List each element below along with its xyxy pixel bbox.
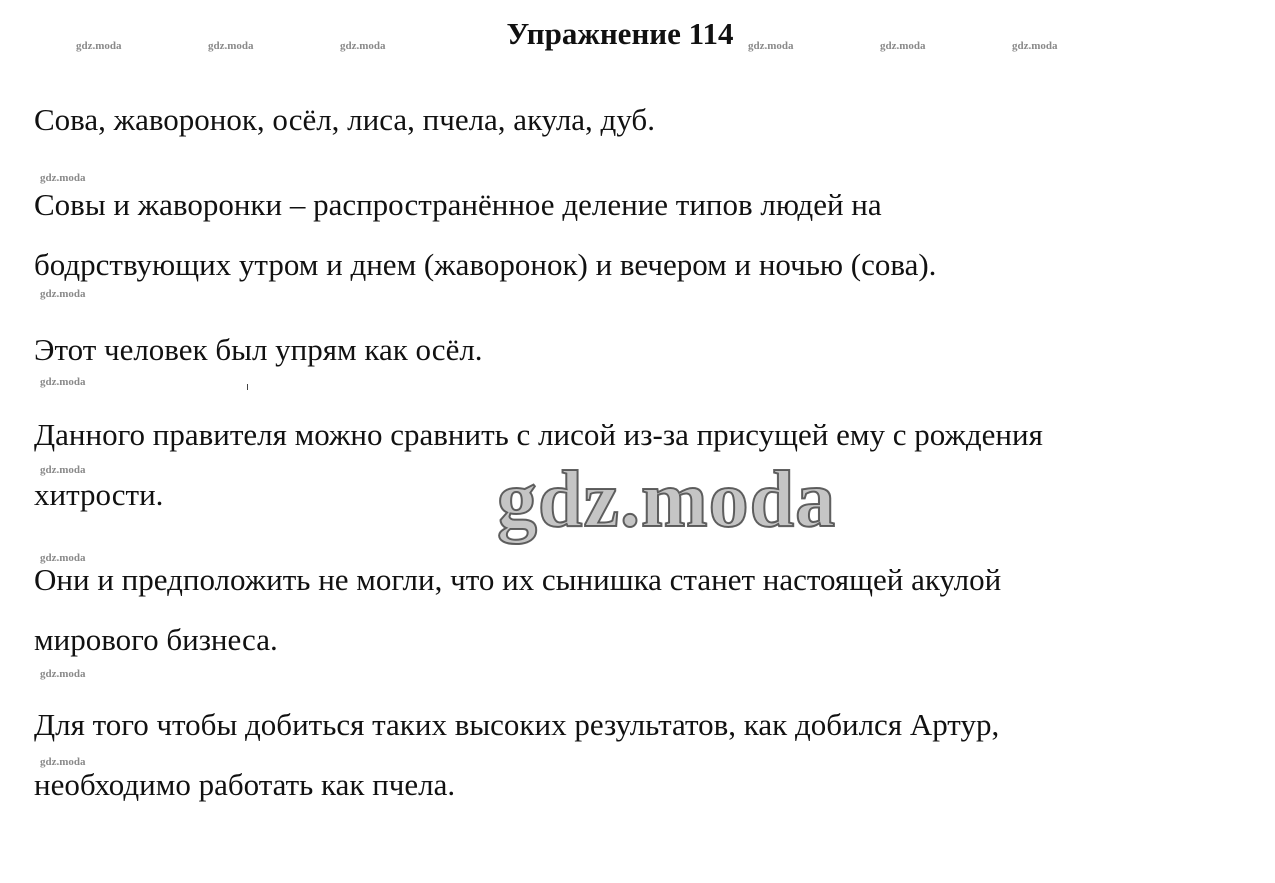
text-line: Совы и жаворонки – распространённое деление типов людей на (34, 187, 882, 222)
watermark-label: gdz.moda (40, 464, 86, 476)
watermark-label: gdz.moda (208, 40, 254, 52)
watermark-label: gdz.moda (40, 552, 86, 564)
watermark-label: gdz.moda (40, 288, 86, 300)
watermark-label: gdz.moda (40, 376, 86, 388)
text-line: Они и предположить не могли, что их сынишка станет настоящей акулой (34, 562, 1002, 597)
watermark-label: gdz.moda (340, 40, 386, 52)
text-line: Данного правителя можно сравнить с лисой из-за присущей ему с рождения (34, 417, 1043, 452)
page-title: Упражнение 114 (506, 16, 734, 51)
stray-mark (247, 384, 248, 390)
text-line: мирового бизнеса. (34, 622, 278, 657)
watermark-label: gdz.moda (40, 756, 86, 768)
watermark-label: gdz.moda (40, 668, 86, 680)
text-line: Для того чтобы добиться таких высоких результатов, как добился Артур, (34, 707, 1000, 742)
watermark-label: gdz.moda (748, 40, 794, 52)
watermark-label: gdz.moda (880, 40, 926, 52)
watermark-label: gdz.moda (40, 172, 86, 184)
text-line: необходимо работать как пчела. (34, 767, 456, 802)
watermark-logo: gdz.moda (497, 456, 837, 544)
text-line: хитрости. (34, 477, 164, 512)
text-line: бодрствующих утром и днем (жаворонок) и вечером и ночью (сова). (34, 247, 937, 282)
text-line: Этот человек был упрям как осёл. (34, 332, 483, 367)
watermark-label: gdz.moda (76, 40, 122, 52)
text-line: Сова, жаворонок, осёл, лиса, пчела, акула, дуб. (34, 102, 655, 137)
watermark-label: gdz.moda (1012, 40, 1058, 52)
